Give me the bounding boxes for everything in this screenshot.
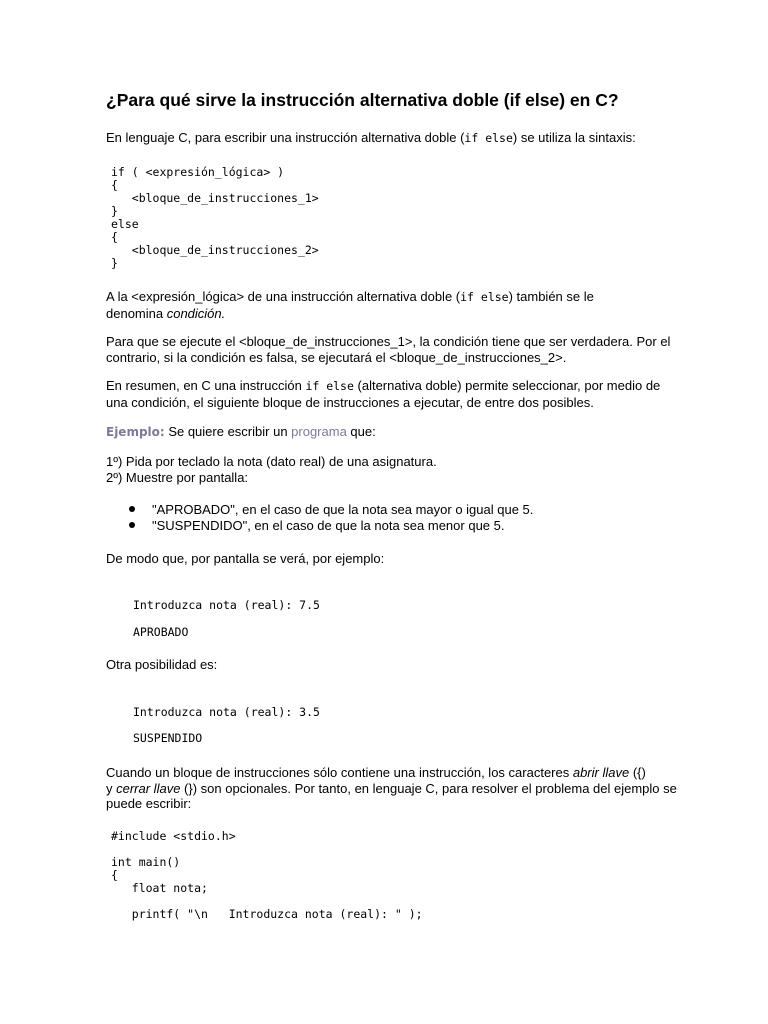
steps-paragraph (106, 454, 666, 485)
code-line: printf( "\n Introduzca nota (real): " ); (111, 907, 423, 921)
intro-text-after: ) se utiliza la sintaxis: (512, 130, 636, 145)
ejemplo-label: Ejemplo: (106, 425, 165, 439)
code-line: else (111, 217, 139, 231)
output-line: Introduzca nota (real): 3.5 (133, 705, 320, 719)
page-title: ¿Para qué sirve la instrucción alternativa doble (if else) en C? (106, 90, 619, 110)
intro-code: if else (464, 131, 513, 145)
resumen-line2: una condición, el siguiente bloque de instrucciones a ejecutar, de entre dos posibles. (106, 394, 594, 410)
code-line: } (111, 204, 118, 218)
step-1: 1º) Pida por teclado la nota (dato real) de una asignatura. (106, 454, 437, 469)
cuando-line2-before: y (106, 780, 117, 796)
resumen-code: if else (305, 379, 354, 393)
resumen-text-before: En resumen, en C una instrucción (106, 378, 306, 393)
cerrar-llave-emphasis: cerrar llave (116, 780, 181, 796)
cuando-brace-open: ({) (629, 765, 646, 780)
code-line: } (111, 256, 118, 270)
bullet-icon (129, 522, 135, 528)
condicion-text-after: ) también se le (508, 289, 594, 304)
output-line: APROBADO (133, 625, 189, 639)
code-line: { (111, 868, 118, 882)
condicion-line2: denomina (106, 305, 167, 321)
ejemplo-paragraph (106, 424, 666, 441)
ejemplo-text-before: Se quiere escribir un (164, 424, 292, 439)
resumen-paragraph (106, 378, 666, 410)
resumen-text-after: (alternativa doble) permite seleccionar, por medio de (353, 378, 661, 393)
abrir-llave-emphasis: abrir llave (572, 765, 630, 780)
cuando-paragraph (106, 765, 677, 812)
output-line: SUSPENDIDO (133, 731, 203, 745)
ejecute-paragraph (106, 334, 671, 365)
condicion-emphasis: condición. (166, 305, 226, 321)
code-line: #include <stdio.h> (111, 829, 236, 843)
condicion-code: if else (460, 290, 509, 304)
condicion-text-before: A la <expresión_lógica> de una instrucción alternativa doble ( (106, 289, 461, 304)
cuando-brace-close: (}) son opcionales. Por tanto, en lenguaje C, para resolver el problema del ejemplo se (180, 780, 677, 796)
intro-paragraph (106, 130, 666, 147)
ejecute-line1: Para que se ejecute el <bloque_de_instrucciones_1>, la condición tiene que ser verdadera. Por el (106, 334, 671, 349)
output-line: Introduzca nota (real): 7.5 (133, 598, 320, 612)
code-line: <bloque_de_instrucciones_1> (111, 191, 319, 205)
ejecute-line2: contrario, si la condición es falsa, se ejecutará el <bloque_de_instrucciones_2>. (106, 349, 567, 365)
step-2: 2º) Muestre por pantalla: (106, 469, 249, 485)
demodo-paragraph: De modo que, por pantalla se verá, por ejemplo: (106, 551, 385, 566)
code-line: int main() (111, 855, 181, 869)
code-line: if ( <expresión_lógica> ) (111, 165, 285, 179)
otra-paragraph: Otra posibilidad es: (106, 657, 218, 672)
cuando-line3: puede escribir: (106, 796, 192, 811)
code-line: { (111, 230, 118, 244)
ejemplo-text-after: que: (346, 424, 376, 439)
list-item: "APROBADO", en el caso de que la nota sea mayor o igual que 5. (152, 502, 534, 517)
list-item: "SUSPENDIDO", en el caso de que la nota sea menor que 5. (152, 518, 505, 533)
condicion-paragraph (106, 289, 666, 321)
intro-text-before: En lenguaje C, para escribir una instrucción alternativa doble ( (106, 130, 465, 145)
programa-link[interactable]: programa (291, 424, 347, 439)
code-line: <bloque_de_instrucciones_2> (111, 243, 319, 257)
cuando-text-before: Cuando un bloque de instrucciones sólo contiene una instrucción, los caracteres (106, 765, 573, 780)
code-line: float nota; (111, 881, 208, 895)
bullet-icon (129, 506, 135, 512)
code-line: { (111, 178, 118, 192)
